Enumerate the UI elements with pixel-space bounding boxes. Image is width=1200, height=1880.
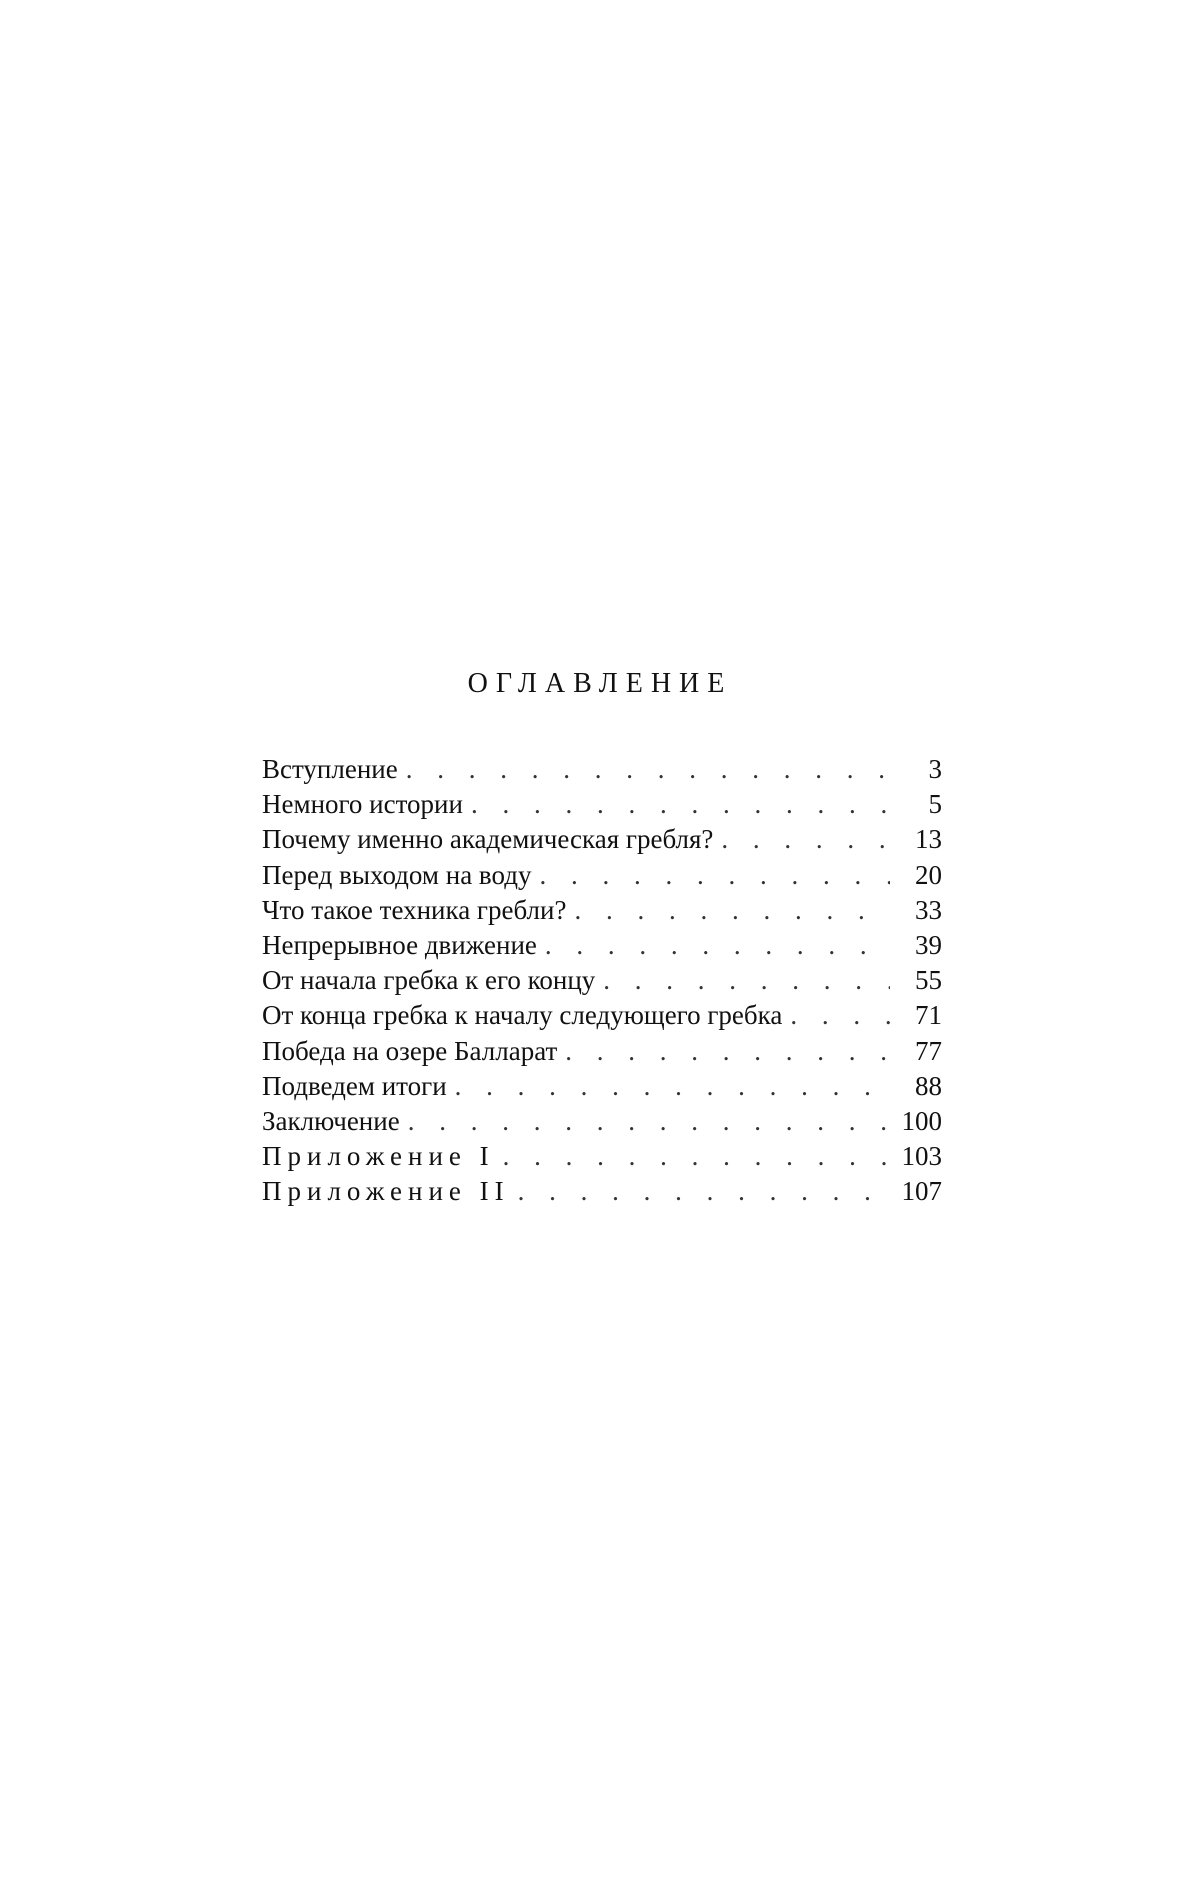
toc-entry-title: Подведем итоги: [262, 1070, 447, 1101]
toc-entry-page: 55: [915, 965, 942, 996]
dot-leader: [566, 893, 890, 928]
dot-leader: [447, 1069, 890, 1104]
toc-entry-title: Вступление: [262, 754, 398, 784]
toc-entry-title: Что такое техника гребли?: [262, 894, 567, 925]
toc-entry-page: 100: [901, 1105, 942, 1136]
toc-entry-page: 20: [915, 859, 942, 890]
toc-entry-page: 88: [915, 1070, 942, 1101]
dot-leader: [398, 752, 890, 787]
toc-entry: [262, 1069, 942, 1104]
toc-entry: [262, 787, 942, 822]
toc-entry-page: 13: [915, 824, 942, 855]
toc-entry-title: Заключение: [262, 1105, 400, 1136]
toc-entry-title: От начала гребка к его концу: [262, 965, 596, 996]
dot-leader: [537, 928, 890, 963]
toc-entry-title: Непрерывное движение: [262, 929, 537, 960]
toc-heading: ОГЛАВЛЕНИЕ: [467, 668, 733, 699]
toc-entry: [262, 1174, 942, 1209]
toc-entry-page: 3: [928, 754, 942, 784]
toc-entry-title: Приложение I: [262, 1141, 495, 1172]
toc-entry-page: 5: [928, 789, 942, 820]
dot-leader: [495, 1139, 890, 1174]
dot-leader: [400, 1104, 890, 1139]
dot-leader: [595, 963, 890, 998]
dot-leader: [531, 858, 890, 893]
dot-leader: [557, 1034, 890, 1069]
toc-entry-title: Победа на озере Балларат: [262, 1035, 558, 1066]
toc-entry-page: 77: [915, 1035, 942, 1066]
toc-entry-page: 103: [901, 1141, 942, 1172]
dot-leader: [463, 787, 890, 822]
toc-entry: [262, 1139, 942, 1174]
dot-leader: [782, 998, 890, 1033]
toc-entry-page: 39: [915, 929, 942, 960]
toc-entry: [262, 1034, 942, 1069]
toc-entry: [262, 752, 942, 787]
toc-entry-page: 33: [915, 894, 942, 925]
toc-entry-page: 107: [901, 1176, 942, 1207]
toc-entry-title: От конца гребка к началу следующего гребка: [262, 1000, 783, 1031]
toc-entry-title: Немного истории: [262, 789, 463, 820]
toc-entry-title: Почему именно академическая гребля?: [262, 824, 714, 855]
toc-entry-page: 71: [915, 1000, 942, 1031]
toc-entry: [262, 998, 942, 1033]
toc-entry: [262, 1104, 942, 1139]
toc-entry: [262, 928, 942, 963]
dot-leader: [510, 1174, 890, 1209]
toc-entry-title: Приложение II: [262, 1176, 510, 1207]
table-of-contents: [262, 752, 942, 1209]
toc-entry: [262, 893, 942, 928]
toc-entry: [262, 858, 942, 893]
toc-entry-title: Перед выходом на воду: [262, 859, 532, 890]
toc-entry: [262, 822, 942, 857]
dot-leader: [713, 822, 890, 857]
toc-entry: [262, 963, 942, 998]
